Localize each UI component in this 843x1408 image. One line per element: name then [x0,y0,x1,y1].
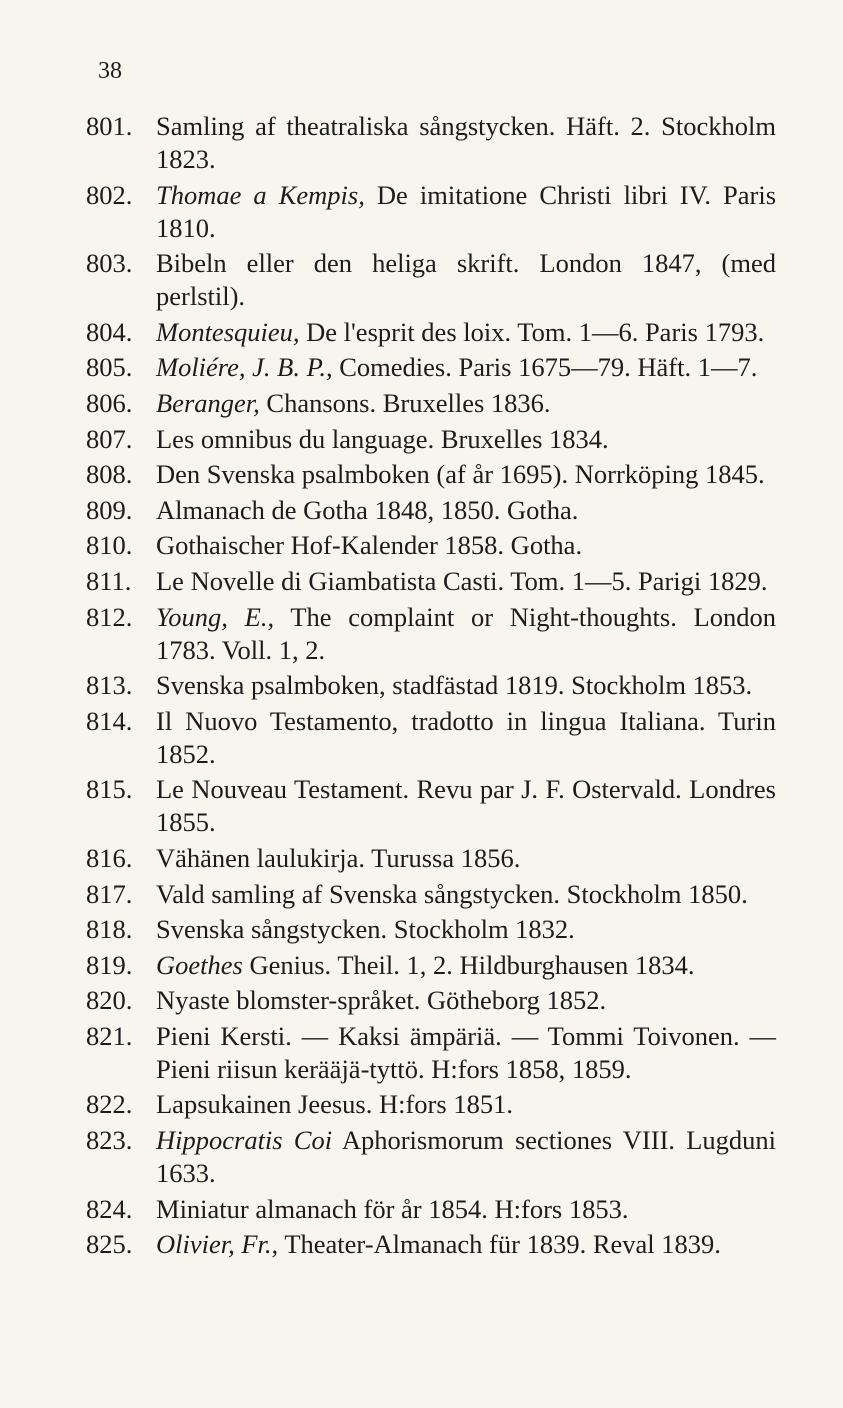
catalog-entry [86,1088,776,1121]
entry-number: 815. [86,774,133,805]
entry-description: Den Svenska psalmboken (af år 1695). Norrköping 1845. [156,459,765,490]
entry-description: Lapsukainen Jeesus. H:fors 1851. [156,1089,513,1120]
catalog-entry [86,773,776,839]
entry-author: Goethes [156,949,243,980]
entry-number: 808. [86,459,133,490]
entry-author: Olivier, Fr., [156,1229,279,1260]
catalog-entry [86,423,776,456]
entry-number: 817. [86,878,133,909]
entry-text [156,913,776,946]
entry-author: Young, E., [156,601,275,632]
catalog-entry [86,494,776,527]
entry-number: 824. [86,1193,133,1224]
catalog-entry [86,669,776,702]
entry-text [156,842,776,875]
entry-text [156,984,776,1017]
entry-number: 812. [86,601,133,632]
entry-text [156,494,776,527]
entry-description: Vald samling af Svenska sångstycken. Stockholm 1850. [156,878,748,909]
entry-text [156,1088,776,1121]
entry-description: Vähänen laulukirja. Turussa 1856. [156,842,521,873]
catalog-entry [86,179,776,245]
entry-text [156,110,776,176]
entry-description: De l'esprit des loix. Tom. 1—6. Paris 1793. [299,316,765,347]
entry-description: Bibeln eller den heliga skrift. London 1847, (med perlstil). [156,248,776,312]
entry-text [156,773,776,839]
entry-number: 807. [86,423,133,454]
entry-description: De imitatione Christi libri IV. Paris 1810. [156,179,777,243]
entry-description: Theater-Almanach für 1839. Reval 1839. [278,1229,721,1260]
entry-author: Beranger, [156,387,260,418]
entry-description: Svenska psalmboken, stadfästad 1819. Stockholm 1853. [156,670,753,701]
entry-text [156,949,776,982]
catalog-entry [86,878,776,911]
entry-description: Aphorismorum sectiones VIII. Lugduni 1633. [156,1125,777,1189]
entry-number: 802. [86,179,133,210]
entry-number: 801. [86,111,133,141]
entry-description: Le Nouveau Testament. Revu par J. F. Ostervald. Londres 1855. [156,774,776,838]
entry-description: Gothaischer Hof-Kalender 1858. Gotha. [156,530,583,561]
entry-description: Genius. Theil. 1, 2. Hildburghausen 1834. [242,949,695,980]
catalog-entry [86,351,776,384]
entry-number: 814. [86,705,133,736]
entry-description: Nyaste blomster-språket. Götheborg 1852. [156,985,607,1016]
entry-author: Thomae a Kempis, [156,179,365,210]
entry-text [156,316,776,349]
catalog-entry [86,601,776,667]
entry-text [156,601,776,667]
catalog-entry [86,984,776,1017]
entry-number: 825. [86,1229,133,1260]
entry-number: 805. [86,352,133,383]
entry-description: The complaint or Night-thoughts. London 1783. Voll. 1, 2. [156,601,776,665]
entry-description: Chansons. Bruxelles 1836. [259,387,551,418]
entry-text [156,423,776,456]
entry-number: 803. [86,248,133,279]
entry-number: 823. [86,1125,133,1156]
catalog-entry [86,110,776,176]
entry-number: 818. [86,914,133,945]
catalog-entry [86,529,776,562]
catalog-entry [86,1228,776,1261]
page-number: 38 [98,58,122,84]
entry-text [156,1124,776,1190]
catalog-entry-list [86,110,776,1264]
entry-number: 821. [86,1020,133,1051]
entry-text [156,1020,776,1086]
entry-author: Montesquieu, [156,316,300,347]
entry-description: Samling af theatraliska sångstycken. Häft. 2. Stockholm 1823. [156,111,776,174]
entry-text [156,878,776,911]
entry-description: Svenska sångstycken. Stockholm 1832. [156,914,575,945]
entry-author: Hippocratis Coi [156,1125,333,1156]
entry-text [156,387,776,420]
catalog-entry [86,1124,776,1190]
entry-description: Il Nuovo Testamento, tradotto in lingua Italiana. Turin 1852. [156,705,776,769]
entry-author: Moliére, J. B. P., [156,352,333,383]
entry-description: Miniatur almanach för år 1854. H:fors 1853. [156,1193,629,1224]
entry-number: 820. [86,985,133,1016]
entry-description: Comedies. Paris 1675—79. Häft. 1—7. [332,352,758,383]
entry-text [156,705,776,771]
entry-description: Les omnibus du language. Bruxelles 1834. [156,423,609,454]
entry-text [156,1193,776,1226]
catalog-entry [86,247,776,313]
entry-number: 819. [86,949,133,980]
entry-text [156,458,776,491]
entry-number: 822. [86,1089,133,1120]
catalog-entry [86,387,776,420]
entry-number: 804. [86,316,133,347]
catalog-entry [86,949,776,982]
entry-number: 809. [86,494,133,525]
entry-text [156,529,776,562]
entry-number: 813. [86,670,133,701]
entry-description: Almanach de Gotha 1848, 1850. Gotha. [156,494,579,525]
catalog-entry [86,458,776,491]
catalog-entry [86,1193,776,1226]
entry-text [156,1228,776,1261]
entry-text [156,351,776,384]
entry-description: Pieni Kersti. — Kaksi ämpäriä. — Tommi Toivonen. — Pieni riisun kerääjä-tyttö. H:fors 1858, 1859. [156,1020,776,1084]
entry-text [156,179,776,245]
entry-number: 816. [86,842,133,873]
catalog-entry [86,316,776,349]
entry-number: 810. [86,530,133,561]
entry-text [156,669,776,702]
catalog-entry [86,842,776,875]
catalog-entry [86,565,776,598]
catalog-entry [86,913,776,946]
entry-description: Le Novelle di Giambatista Casti. Tom. 1—5. Parigi 1829. [156,565,768,596]
entry-text [156,565,776,598]
entry-text [156,247,776,313]
catalog-entry [86,705,776,771]
entry-number: 811. [86,565,132,596]
catalog-entry [86,1020,776,1086]
entry-number: 806. [86,387,133,418]
